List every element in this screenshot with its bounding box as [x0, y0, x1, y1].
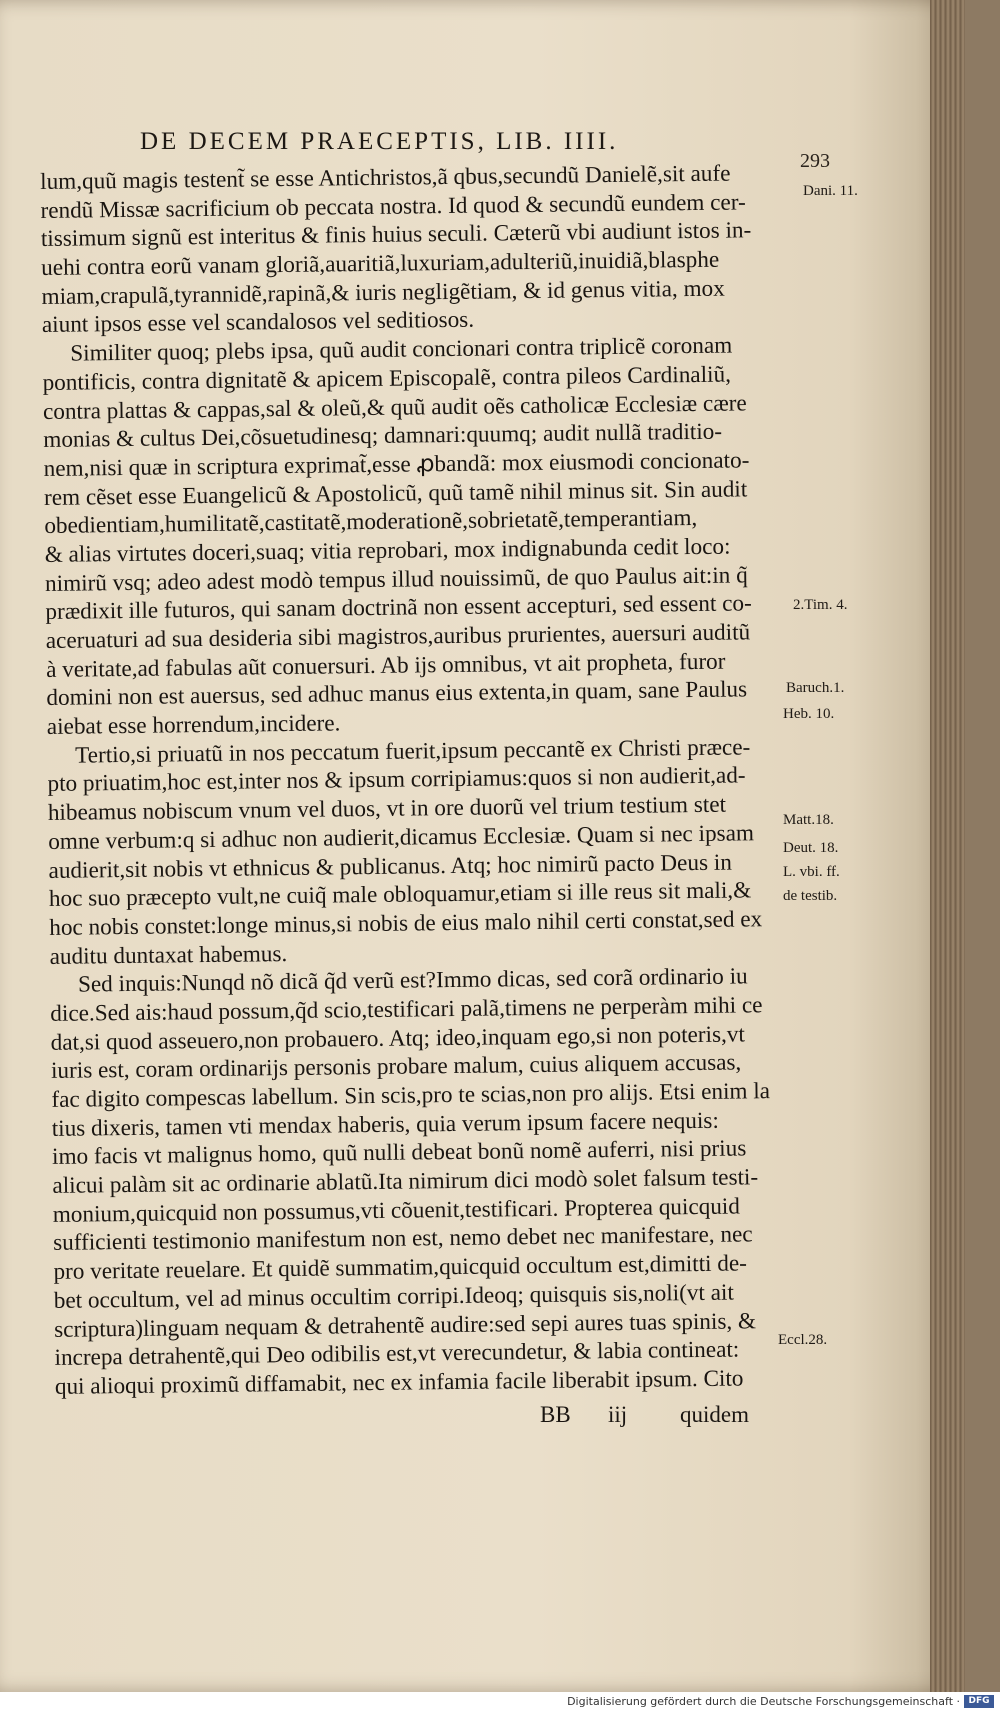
margin-note: Dani. 11. [803, 183, 858, 199]
paragraph-1 [40, 159, 802, 340]
page-number: 293 [800, 150, 830, 172]
text-line: lum,quũ magis testent̃ se esse Antichristos,ã qbus,secundũ Danielẽ,sit aufe [40, 160, 731, 195]
text-line: aiebat esse horrendum,incidere. [46, 710, 341, 741]
text-line: imo facis vt malignus homo, quũ nulli debeat bonũ nomẽ auferri, nisi prius [51, 1135, 747, 1171]
text-line: prædixit ille futuros, qui sanam doctrinã non essent accepturi, sed essent co- [45, 590, 752, 626]
running-header: DE DECEM PRAECEPTIS, LIB. IIII. [140, 128, 619, 155]
catchword: quidem [680, 1402, 749, 1427]
text-line: monias & cultus Dei,cõsuetudinesq; damnari:quumq; audit nullã traditio- [43, 418, 723, 454]
paragraph-4 [50, 962, 815, 1402]
funding-credit: Digitalisierung gefördert durch die Deutsche Forschungsgemeinschaft · [567, 1695, 960, 1708]
text-line: fac digito compescas labellum. Sin scis,pro te scias,non pro alijs. Etsi enim la [51, 1078, 771, 1113]
margin-note: 2.Tim. 4. [793, 597, 848, 613]
text-line: audierit,sit nobis vt ethnicus & publicanus. Atq; hoc nimirũ pacto Deus in [48, 849, 732, 884]
text-line: qui alioqui proximũ diffamabit, nec ex infamia facile liberabit ipsum. Cito [54, 1365, 744, 1400]
signature-mark: BB [540, 1402, 571, 1427]
text-line: nimirũ vsq; adeo adest modò tempus illud nouissimũ, de quo Paulus ait:in q̃ [44, 562, 748, 597]
text-line: increpa detrahentẽ,qui Deo odibilis est,vt verecundetur, & labia contineat: [54, 1336, 740, 1372]
text-line: alicui palàm sit ac ordinarie ablatũ.Ita nimirum dici modò solet falsum testi- [52, 1164, 759, 1199]
paragraph-2 [42, 331, 807, 742]
text-line: pro veritate reuelare. Et quidẽ summatim,quicquid occultum est,dimitti de- [53, 1250, 748, 1286]
text-line: Similiter quoq; plebs ipsa, quũ audit concionari contra triplicẽ coronam [70, 332, 733, 367]
text-line: dat,si quod asseuero,non probauero. Atq; ideo,inquam ego,si non poteris,vt [50, 1021, 746, 1056]
margin-note: Baruch.1. [786, 680, 845, 696]
text-line: omne verbum:q si adhuc non audierit,dicamus Ecclesiæ. Quam si nec ipsam [48, 820, 755, 855]
dfg-logo: DFG [964, 1695, 994, 1708]
text-line: rem cẽset esse Euangelicũ & Apostolicũ, quũ tamẽ nihil minus sit. Sin audit [43, 475, 748, 511]
margin-note: L. vbi. ff. [783, 864, 840, 880]
text-line: tius dixeris, tamen vti mendax haberis, quia verum ipsum facere nequis: [51, 1107, 719, 1142]
text-line: sufficienti testimonio manifestum non est, nemo debet nec manifestare, nec [52, 1221, 753, 1257]
text-line: nem,nisi quæ in scriptura exprimat̃,esse ꝓbandã: mox eiusmodi concionato- [43, 447, 750, 482]
text-line: bet occultum, vel ad minus occultim corripi.Ideoq; quisquis sis,noli(vt ait [53, 1279, 735, 1314]
text-line: auditu duntaxat habemus. [49, 940, 288, 970]
text-line: & alias virtutes doceri,suaq; vitia reprobari, mox indignabunda cedit loco: [44, 533, 731, 568]
digitization-footer [0, 1692, 1000, 1712]
text-line: miam,crapulã,tyrannidẽ,rapinã,& iuris negligẽtiam, & id genus vitia, mox [41, 275, 725, 310]
text-line: hibeamus nobiscum vnum vel duos, vt in ore duorũ vel trium testium stet [47, 791, 727, 827]
margin-note: de testib. [783, 888, 838, 904]
text-line: iuris est, coram ordinarijs personis probare malum, cuius aliquem accusas, [50, 1049, 742, 1085]
main-text-block [40, 159, 815, 1402]
text-line: obedientiam,humilitatẽ,castitatẽ,moderationẽ,sobrietatẽ,temperantiam, [44, 505, 698, 540]
margin-note: Matt.18. [783, 812, 834, 828]
margin-note: Eccl.28. [778, 1332, 828, 1348]
text-line: contra plattas & cappas,sal & oleũ,& quũ audit oẽs catholicæ Ecclesiæ cære [42, 389, 747, 425]
text-line: aiunt ipsos esse vel scandalosos vel seditiosos. [41, 307, 475, 339]
paragraph-3 [47, 732, 810, 971]
text-line: aceruaturi ad sua desideria sibi magistros,auribus prurientes, auersuri auditũ [45, 619, 751, 654]
text-line: rendũ Missæ sacrificium ob peccata nostra. Id quod & secundũ eundem cer- [40, 189, 746, 224]
text-line: pto priuatim,hoc est,inter nos & ipsum corripiamus:quos si non audierit,ad- [47, 762, 746, 798]
text-line: scriptura)linguam nequam & detrahentẽ audire:sed sepi aures tuas spinis, & [54, 1307, 757, 1343]
text-line: pontificis, contra dignitatẽ & apicem Episcopalẽ, contra pileos Cardinaliũ, [42, 361, 732, 396]
margin-note: Deut. 18. [783, 840, 839, 856]
text-line: monium,quicquid non possumus,vti cõuenit,testificari. Propterea quicquid [52, 1193, 741, 1228]
signature-numeral: iij [608, 1402, 628, 1427]
text-line: dice.Sed ais:haud possum,q̃d scio,testificari palã,timens ne perperàm mihi ce [50, 992, 763, 1027]
text-line: Sed inquis:Nunqd nõ dicã q̃d verũ est?Immo dicas, sed corã ordinario iu [77, 963, 748, 998]
text-line: à veritate,ad fabulas aũt conuersuri. Ab ijs omnibus, vt ait propheta, furor [45, 648, 726, 683]
margin-note: Heb. 10. [783, 706, 835, 722]
text-line: domini non est auersus, sed adhuc manus eius extenta,in quam, sane Paulus [46, 676, 748, 712]
text-line: Tertio,si priuatũ in nos peccatum fuerit,ipsum peccantẽ ex Christi præce- [75, 734, 751, 769]
text-line: hoc suo præcepto vult,ne cuiq̃ male obloquamur,etiam si ille reus sit mali,& [48, 877, 752, 913]
text-line: hoc nobis constet:longe minus,si nobis de eius malo nihil certi constat,sed ex [49, 906, 763, 941]
text-line: tissimum signũ est interitus & finis huius seculi. Cæterũ vbi audiunt istos in- [40, 217, 752, 253]
text-line: uehi contra eorũ vanam gloriã,auaritiã,luxuriam,adulteriũ,inuidiã,blasphe [41, 246, 720, 282]
book-page-edges [930, 0, 965, 1692]
